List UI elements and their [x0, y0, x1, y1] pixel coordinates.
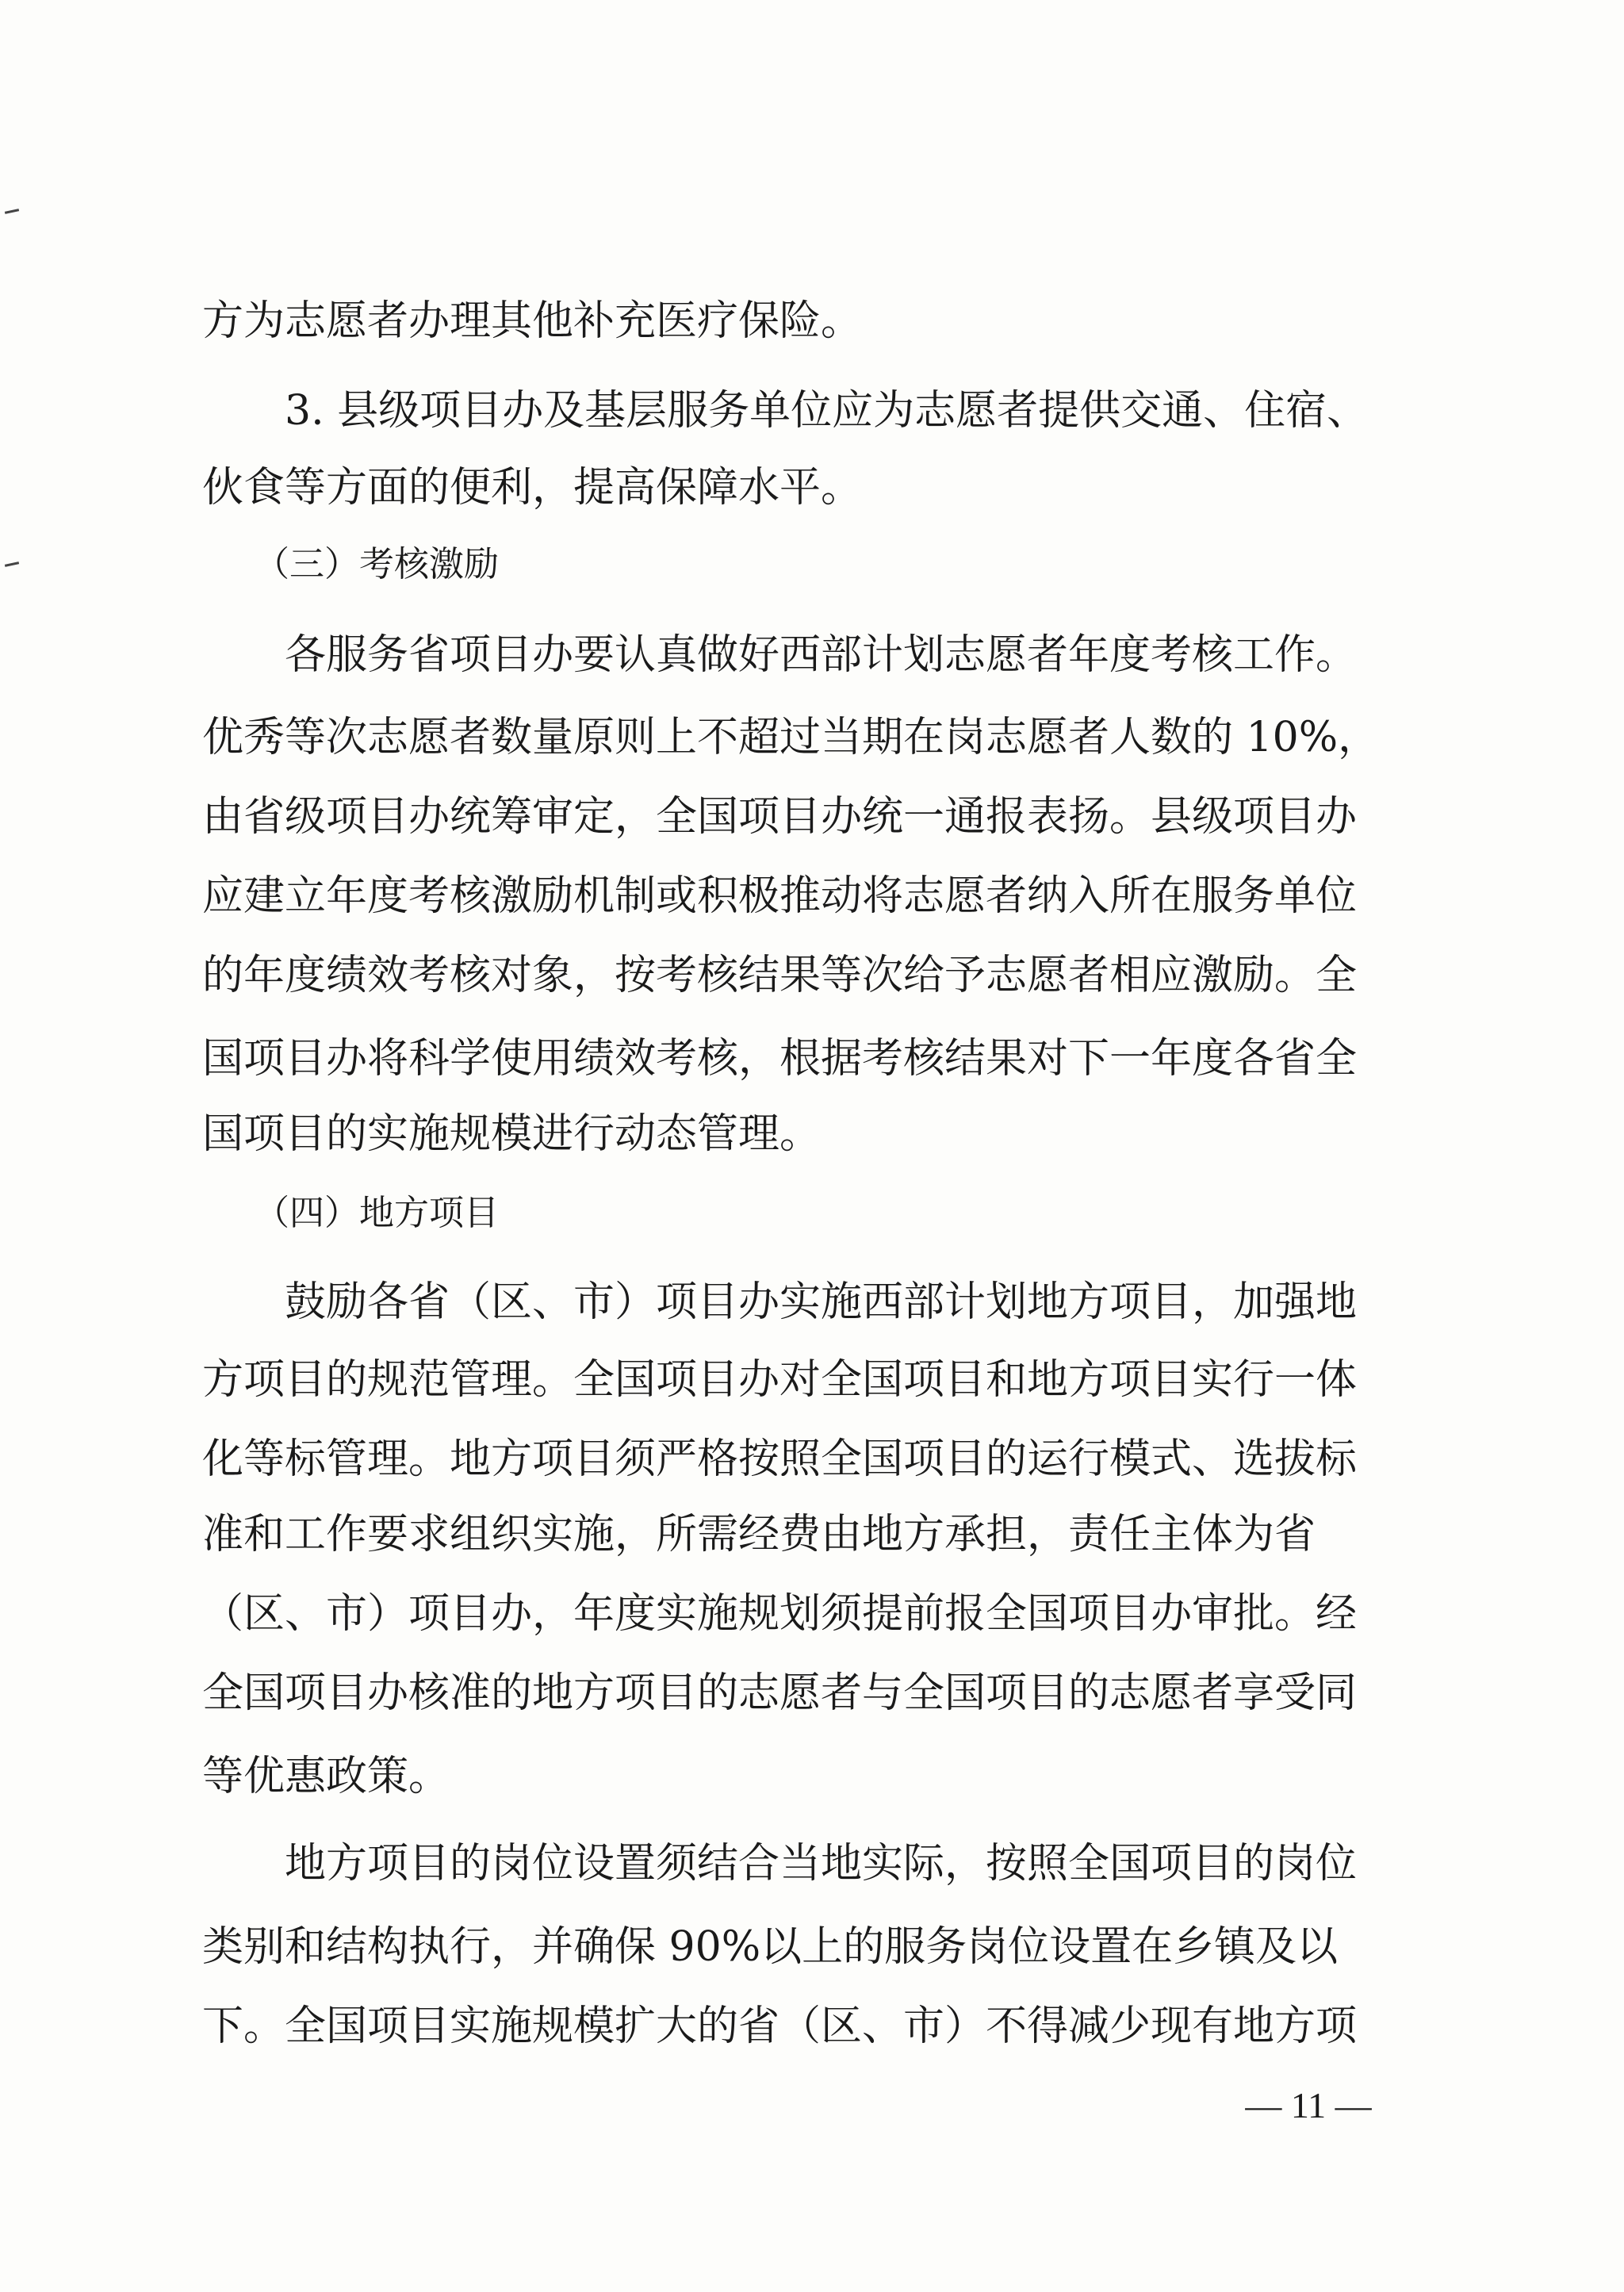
- text-line: 国项目办将科学使用绩效考核，根据考核结果对下一年度各省全: [202, 1035, 1358, 1083]
- text-line: 方为志愿者办理其他补充医疗保险。: [202, 297, 863, 345]
- text-line: 准和工作要求组织实施，所需经费由地方承担，责任主体为省: [202, 1511, 1316, 1558]
- text-line: 等优惠政策。: [202, 1753, 450, 1800]
- text-line: 地方项目的岗位设置须结合当地实际，按照全国项目的岗位: [202, 1840, 1358, 1888]
- text-line: 国项目的实施规模进行动态管理。: [202, 1110, 822, 1158]
- scan-edge-mark: [5, 209, 19, 214]
- text-line: 优秀等次志愿者数量原则上不超过当期在岗志愿者人数的 10%，: [202, 714, 1380, 761]
- page-number: — 11 —: [1245, 2085, 1372, 2125]
- text-line: 化等标管理。地方项目须严格按照全国项目的运行模式、选拔标: [202, 1435, 1358, 1483]
- text-line: 3. 县级项目办及基层服务单位应为志愿者提供交通、住宿、: [202, 387, 1369, 435]
- text-line: 的年度绩效考核对象，按考核结果等次给予志愿者相应激励。全: [202, 952, 1358, 999]
- section-heading: （四）地方项目: [202, 1193, 499, 1233]
- text-line: 全国项目办核准的地方项目的志愿者与全国项目的志愿者享受同: [202, 1669, 1358, 1717]
- text-line: 各服务省项目办要认真做好西部计划志愿者年度考核工作。: [202, 631, 1358, 679]
- text-line: 下。全国项目实施规模扩大的省（区、市）不得减少现有地方项: [202, 2003, 1358, 2050]
- text-line: 应建立年度考核激励机制或积极推动将志愿者纳入所在服务单位: [202, 872, 1358, 920]
- scan-edge-mark: [5, 562, 19, 567]
- text-line: 类别和结构执行，并确保 90%以上的服务岗位设置在乡镇及以: [202, 1923, 1339, 1971]
- text-line: （区、市）项目办，年度实施规划须提前报全国项目办审批。经: [202, 1590, 1358, 1638]
- text-line: 伙食等方面的便利，提高保障水平。: [202, 464, 863, 512]
- text-line: 方项目的规范管理。全国项目办对全国项目和地方项目实行一体: [202, 1356, 1358, 1404]
- text-line: 由省级项目办统筹审定，全国项目办统一通报表扬。县级项目办: [202, 793, 1358, 841]
- text-line: 鼓励各省（区、市）项目办实施西部计划地方项目，加强地: [202, 1278, 1358, 1326]
- section-heading: （三）考核激励: [202, 544, 499, 584]
